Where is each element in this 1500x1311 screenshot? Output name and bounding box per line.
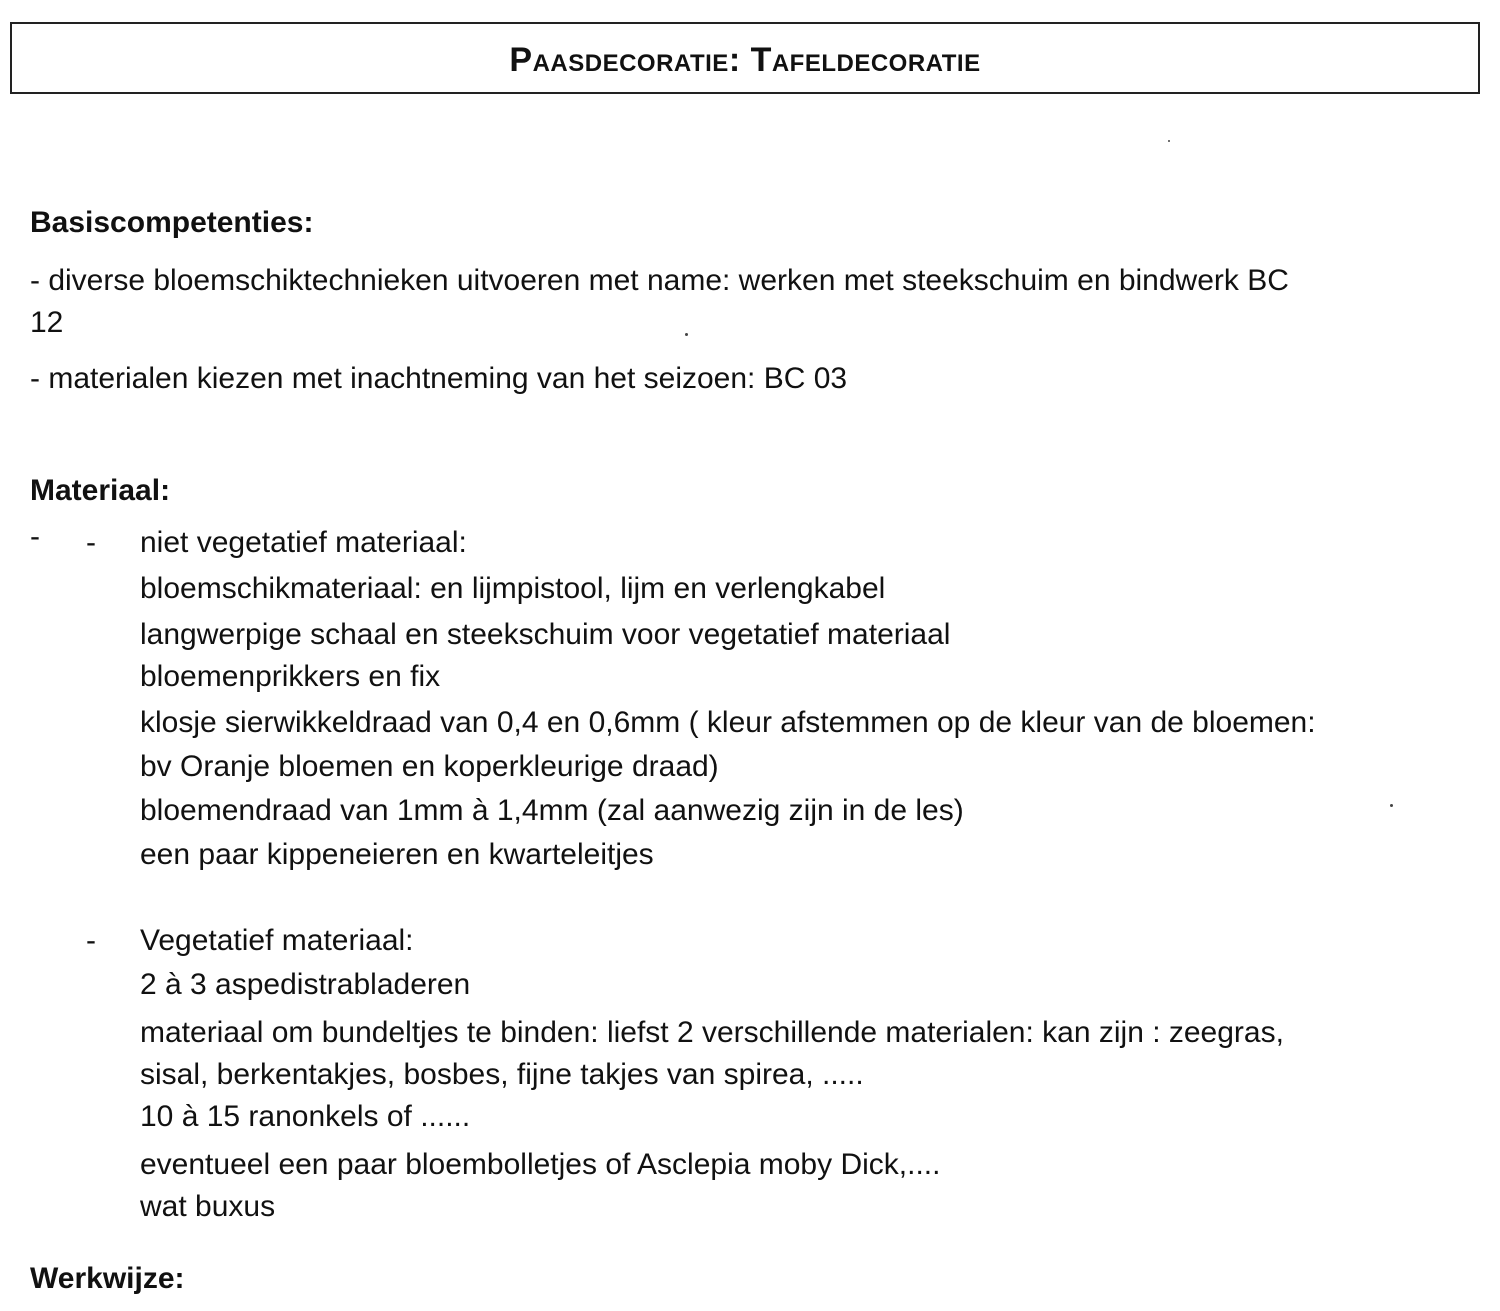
niet-vegetatief-item: klosje sierwikkeldraad van 0,4 en 0,6mm ( kleur afstemmen op de kleur van de bloemen:: [140, 706, 1316, 739]
basiscompetenties-heading: Basiscompetenties:: [30, 206, 314, 239]
materiaal-heading: Materiaal:: [30, 474, 171, 507]
vegetatief-item: sisal, berkentakjes, bosbes, fijne takjes van spirea, .....: [140, 1058, 864, 1091]
scan-speck: [1168, 140, 1170, 142]
list-bullet-vegetatief: -: [86, 924, 96, 957]
niet-vegetatief-item: bloemenprikkers en fix: [140, 660, 441, 693]
niet-vegetatief-item: bloemschikmateriaal: en lijmpistool, lijm en verlengkabel: [140, 572, 886, 605]
list-bullet-niet-vegetatief: -: [86, 526, 96, 559]
vegetatief-item: materiaal om bundeltjes te binden: liefst 2 verschillende materialen: kan zijn : zeegras,: [140, 1016, 1284, 1049]
niet-vegetatief-item: langwerpige schaal en steekschuim voor vegetatief materiaal: [140, 618, 951, 651]
stray-dash: -: [30, 520, 40, 553]
basis-line-1: - diverse bloemschiktechnieken uitvoeren met name: werken met steekschuim en bindwerk BC: [30, 264, 1289, 297]
niet-vegetatief-item: bloemendraad van 1mm à 1,4mm (zal aanwezig zijn in de les): [140, 794, 964, 827]
vegetatief-item: wat buxus: [140, 1190, 276, 1223]
scan-speck: [1390, 804, 1393, 807]
scan-speck: [685, 333, 688, 336]
niet-vegetatief-heading: niet vegetatief materiaal:: [140, 526, 467, 559]
page-title: Paasdecoratie: Tafeldecoratie: [509, 40, 981, 79]
vegetatief-heading: Vegetatief materiaal:: [140, 924, 414, 957]
title-box: [10, 22, 1480, 94]
basis-line-2: 12: [30, 306, 64, 339]
werkwijze-heading: Werkwijze:: [30, 1262, 185, 1295]
vegetatief-item: 2 à 3 aspedistrabladeren: [140, 968, 471, 1001]
niet-vegetatief-item: een paar kippeneieren en kwarteleitjes: [140, 838, 654, 871]
vegetatief-item: eventueel een paar bloembolletjes of Asclepia moby Dick,....: [140, 1148, 941, 1181]
niet-vegetatief-item: bv Oranje bloemen en koperkleurige draad): [140, 750, 719, 783]
basis-line-3: - materialen kiezen met inachtneming van het seizoen: BC 03: [30, 362, 848, 395]
vegetatief-item: 10 à 15 ranonkels of ......: [140, 1100, 471, 1133]
